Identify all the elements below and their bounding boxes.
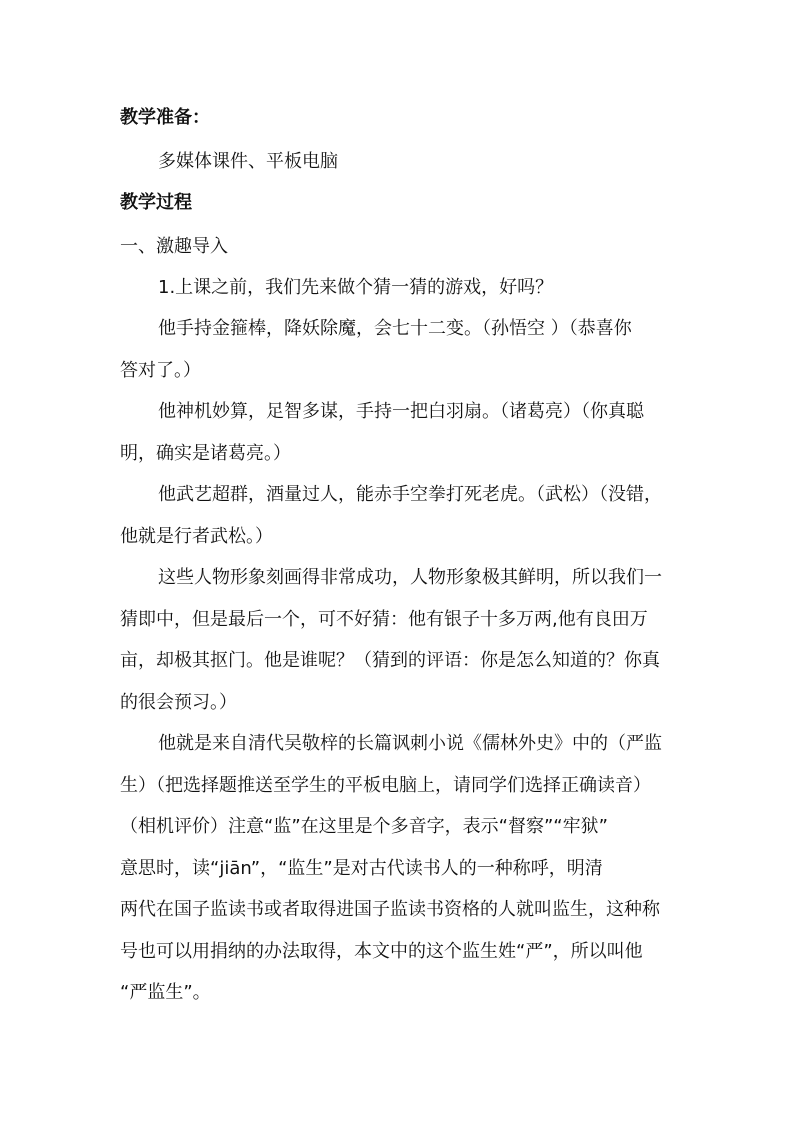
paragraph-line: 他就是行者武松。） (120, 525, 273, 547)
paragraph-line: 意思时，读“jiān”，“监生”是对古代读书人的一种称呼，明清 (120, 857, 603, 879)
paragraph-line: 他神机妙算，足智多谋，手持一把白羽扇。（诸葛亮）（你真聪 (158, 401, 644, 422)
paragraph-riddle-sun-wukong (120, 308, 676, 391)
paragraph-line: 两代在国子监读书或者取得进国子监读书资格的人就叫监生，这种称 (120, 899, 660, 920)
paragraph-line: 他武艺超群，酒量过人，能赤手空拳打死老虎。（武松）（没错， (158, 484, 662, 505)
paragraph-line: 他就是来自清代吴敬梓的长篇讽刺小说《儒林外史》中的（严监 (158, 733, 662, 754)
paragraph-riddle-wu-song (120, 474, 676, 557)
paragraph-yan-jiansheng (120, 723, 676, 1014)
paragraph-line: （相机评价）注意“监”在这里是个多音字，表示“督察”“牢狱” (120, 816, 608, 837)
paragraph-line: 号也可以用捐纳的办法取得，本文中的这个监生姓“严”，所以叫他 (120, 940, 643, 962)
paragraph-last-riddle (120, 557, 676, 723)
paragraph-line: 生）（把选择题推送至学生的平板电脑上，请同学们选择正确读音） (120, 774, 651, 796)
paragraph-line: 答对了。） (120, 359, 201, 381)
paragraph-line: 的很会预习。） (120, 691, 237, 713)
teaching-prep-content: 多媒体课件、平板电脑 (158, 151, 338, 172)
paragraph-line: 这些人物形象刻画得非常成功，人物形象极其鲜明，所以我们一 (158, 567, 662, 588)
teaching-process-heading: 教学过程 (120, 192, 192, 213)
paragraph-line: 亩，却极其抠门。他是谁呢？（猜到的评语：你是怎么知道的？你真 (120, 650, 660, 671)
teaching-prep-heading: 教学准备： (120, 107, 210, 128)
paragraph-line: 他手持金箍棒，降妖除魔，会七十二变。（孙悟空 ）（恭喜你 (158, 318, 632, 339)
paragraph-line: 猜即中，但是最后一个，可不好猜：他有银子十多万两,他有良田万 (120, 608, 648, 630)
paragraph-line: “严监生”。 (120, 982, 211, 1003)
paragraph-line: 明，确实是诸葛亮。） (120, 442, 291, 464)
paragraph-riddle-zhuge-liang (120, 391, 676, 474)
paragraph-intro: 1.上课之前，我们先来做个猜一猜的游戏，好吗？ (158, 277, 554, 298)
section-one-title: 一、激趣导入 (120, 236, 228, 257)
document-body (120, 100, 676, 1014)
